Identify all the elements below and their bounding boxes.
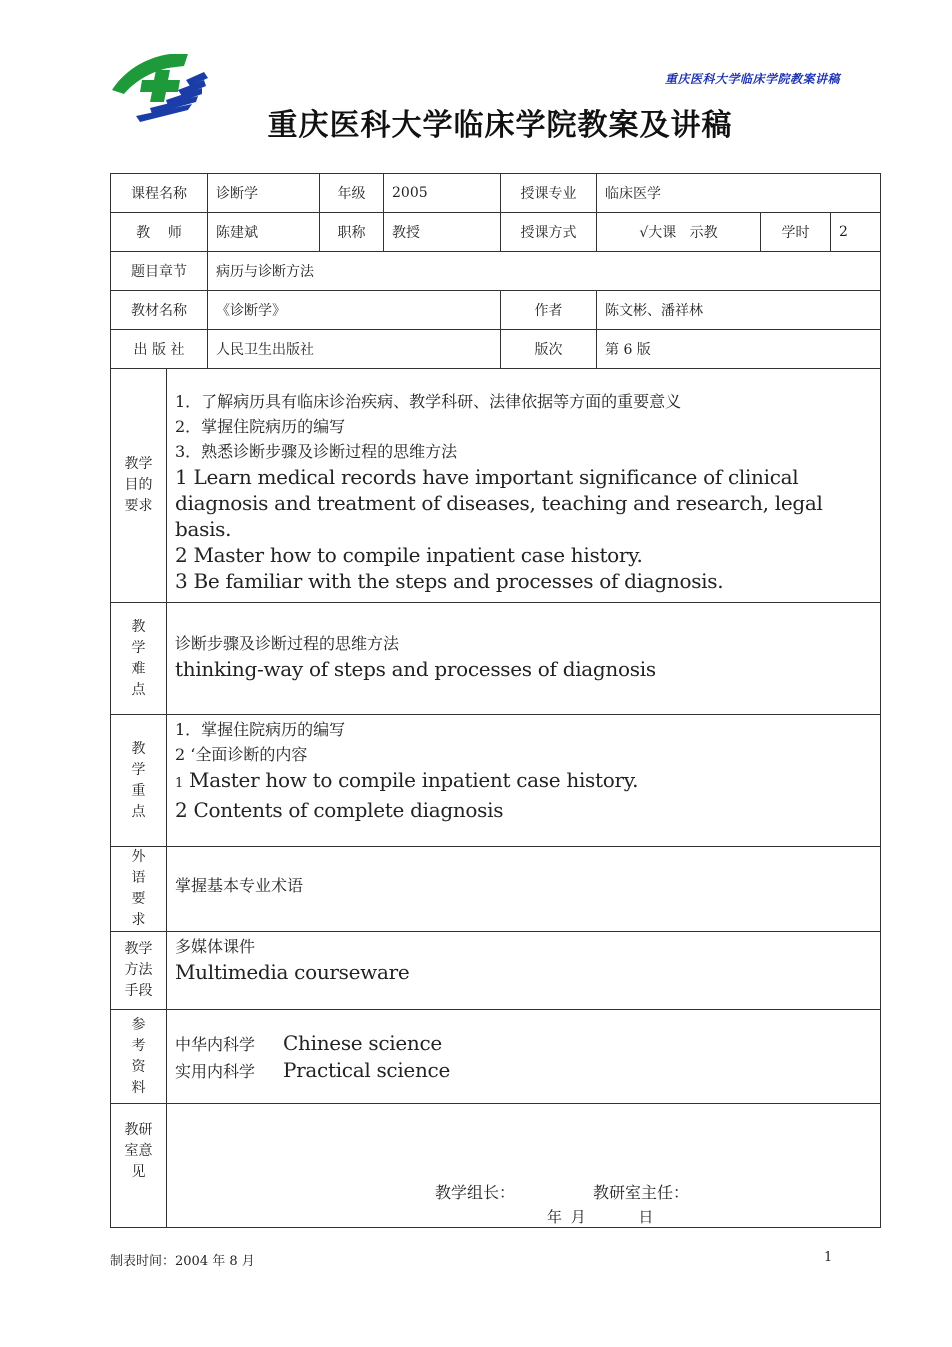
key-points-content — [167, 715, 881, 847]
edition-value: 第 6 版 — [597, 330, 881, 369]
objectives-content — [167, 369, 881, 603]
row-key-points — [111, 715, 881, 847]
teaching-method-cn: 多媒体课件 — [175, 937, 256, 956]
group-leader-label: 教学组长： — [435, 1183, 516, 1202]
reference-en: Practical science — [283, 1058, 450, 1082]
textbook-value: 《诊断学》 — [208, 291, 501, 330]
header-tag: 重庆医科大学临床学院教案讲稿 — [664, 72, 840, 86]
signature-line — [435, 1180, 689, 1203]
key-point-en-1 — [175, 767, 876, 797]
opinion-date: 年 月 日 — [547, 1208, 654, 1226]
key-point-en-1-text: Master how to compile inpatient case history. — [182, 768, 639, 792]
objective-en-2: 2 Master how to compile inpatient case history. — [175, 543, 643, 567]
references-label: 参 考 资 料 — [111, 1010, 167, 1104]
row-references — [111, 1010, 881, 1104]
reference-item — [175, 1057, 876, 1084]
made-date: 制表时间：2004 年 8 月 — [110, 1254, 255, 1269]
key-point-cn-2: 2 ‘全面诊断的内容 — [175, 745, 308, 764]
title-value: 教授 — [384, 213, 501, 252]
difficulty-cn: 诊断步骤及诊断过程的思维方法 — [175, 634, 400, 653]
teaching-method-en: Multimedia courseware — [175, 960, 410, 984]
method-label: 授课方式 — [501, 213, 597, 252]
row-difficulties — [111, 603, 881, 715]
edition-label: 版次 — [501, 330, 597, 369]
dept-opinion-label: 教研 室意 见 — [111, 1104, 167, 1228]
chapter-value: 病历与诊断方法 — [208, 252, 881, 291]
key-point-en-1-number: 1 — [175, 776, 183, 791]
references-content — [167, 1010, 881, 1104]
foreign-language-content — [167, 847, 881, 932]
author-value: 陈文彬、潘祥林 — [597, 291, 881, 330]
lesson-plan-form — [110, 173, 881, 1228]
difficulties-label: 教 学 难 点 — [111, 603, 167, 715]
row-textbook — [111, 291, 881, 330]
chapter-label: 题目章节 — [111, 252, 208, 291]
row-objectives — [111, 369, 881, 603]
key-point-cn-1: 1．掌握住院病历的编写 — [175, 720, 346, 739]
teacher-label: 教 师 — [111, 213, 208, 252]
method-value: √大课 示教 — [597, 213, 761, 252]
teaching-methods-content — [167, 932, 881, 1010]
page-title: 重庆医科大学临床学院教案及讲稿 — [267, 108, 733, 143]
page-number: 1 — [824, 1250, 833, 1265]
foreign-language-label: 外 语 要 求 — [111, 847, 167, 932]
row-teaching-methods — [111, 932, 881, 1010]
grade-label: 年级 — [320, 174, 384, 213]
reference-item — [175, 1030, 876, 1057]
dept-opinion-content — [167, 1104, 881, 1228]
course-name-label: 课程名称 — [111, 174, 208, 213]
foreign-language-value: 掌握基本专业术语 — [175, 875, 304, 895]
objective-cn-2: 2．掌握住院病历的编写 — [175, 417, 346, 436]
row-teacher — [111, 213, 881, 252]
difficulties-content — [167, 603, 881, 715]
objective-cn-1: 1．了解病历具有临床诊治疾病、教学科研、法律依据等方面的重要意义 — [175, 392, 682, 411]
hours-label: 学时 — [761, 213, 831, 252]
key-point-en-2: 2 Contents of complete diagnosis — [175, 798, 504, 822]
row-chapter — [111, 252, 881, 291]
teaching-methods-label: 教学 方法 手段 — [111, 932, 167, 1010]
difficulty-en: thinking-way of steps and processes of diagnosis — [175, 657, 656, 681]
textbook-label: 教材名称 — [111, 291, 208, 330]
director-label: 教研室主任： — [593, 1183, 690, 1202]
reference-cn: 实用内科学 — [175, 1062, 256, 1081]
objective-en-1: 1 Learn medical records have important significance of clinical diagnosis and treatment of diseases, teaching and research, legal basis. — [175, 465, 823, 541]
course-name-value: 诊断学 — [208, 174, 320, 213]
row-publisher — [111, 330, 881, 369]
row-dept-opinion — [111, 1104, 881, 1228]
grade-value: 2005 — [384, 174, 501, 213]
reference-cn: 中华内科学 — [175, 1035, 256, 1054]
hours-value: 2 — [831, 213, 881, 252]
reference-en: Chinese science — [283, 1031, 442, 1055]
publisher-value: 人民卫生出版社 — [208, 330, 501, 369]
objectives-label: 教学 目的 要求 — [111, 369, 167, 603]
row-course — [111, 174, 881, 213]
teacher-value: 陈建斌 — [208, 213, 320, 252]
author-label: 作者 — [501, 291, 597, 330]
major-value: 临床医学 — [597, 174, 881, 213]
title-label: 职称 — [320, 213, 384, 252]
major-label: 授课专业 — [501, 174, 597, 213]
publisher-label: 出 版 社 — [111, 330, 208, 369]
objective-en-3: 3 Be familiar with the steps and processes of diagnosis. — [175, 569, 724, 593]
objective-cn-3: 3．熟悉诊断步骤及诊断过程的思维方法 — [175, 442, 458, 461]
row-foreign-language — [111, 847, 881, 932]
key-points-label: 教 学 重 点 — [111, 715, 167, 847]
